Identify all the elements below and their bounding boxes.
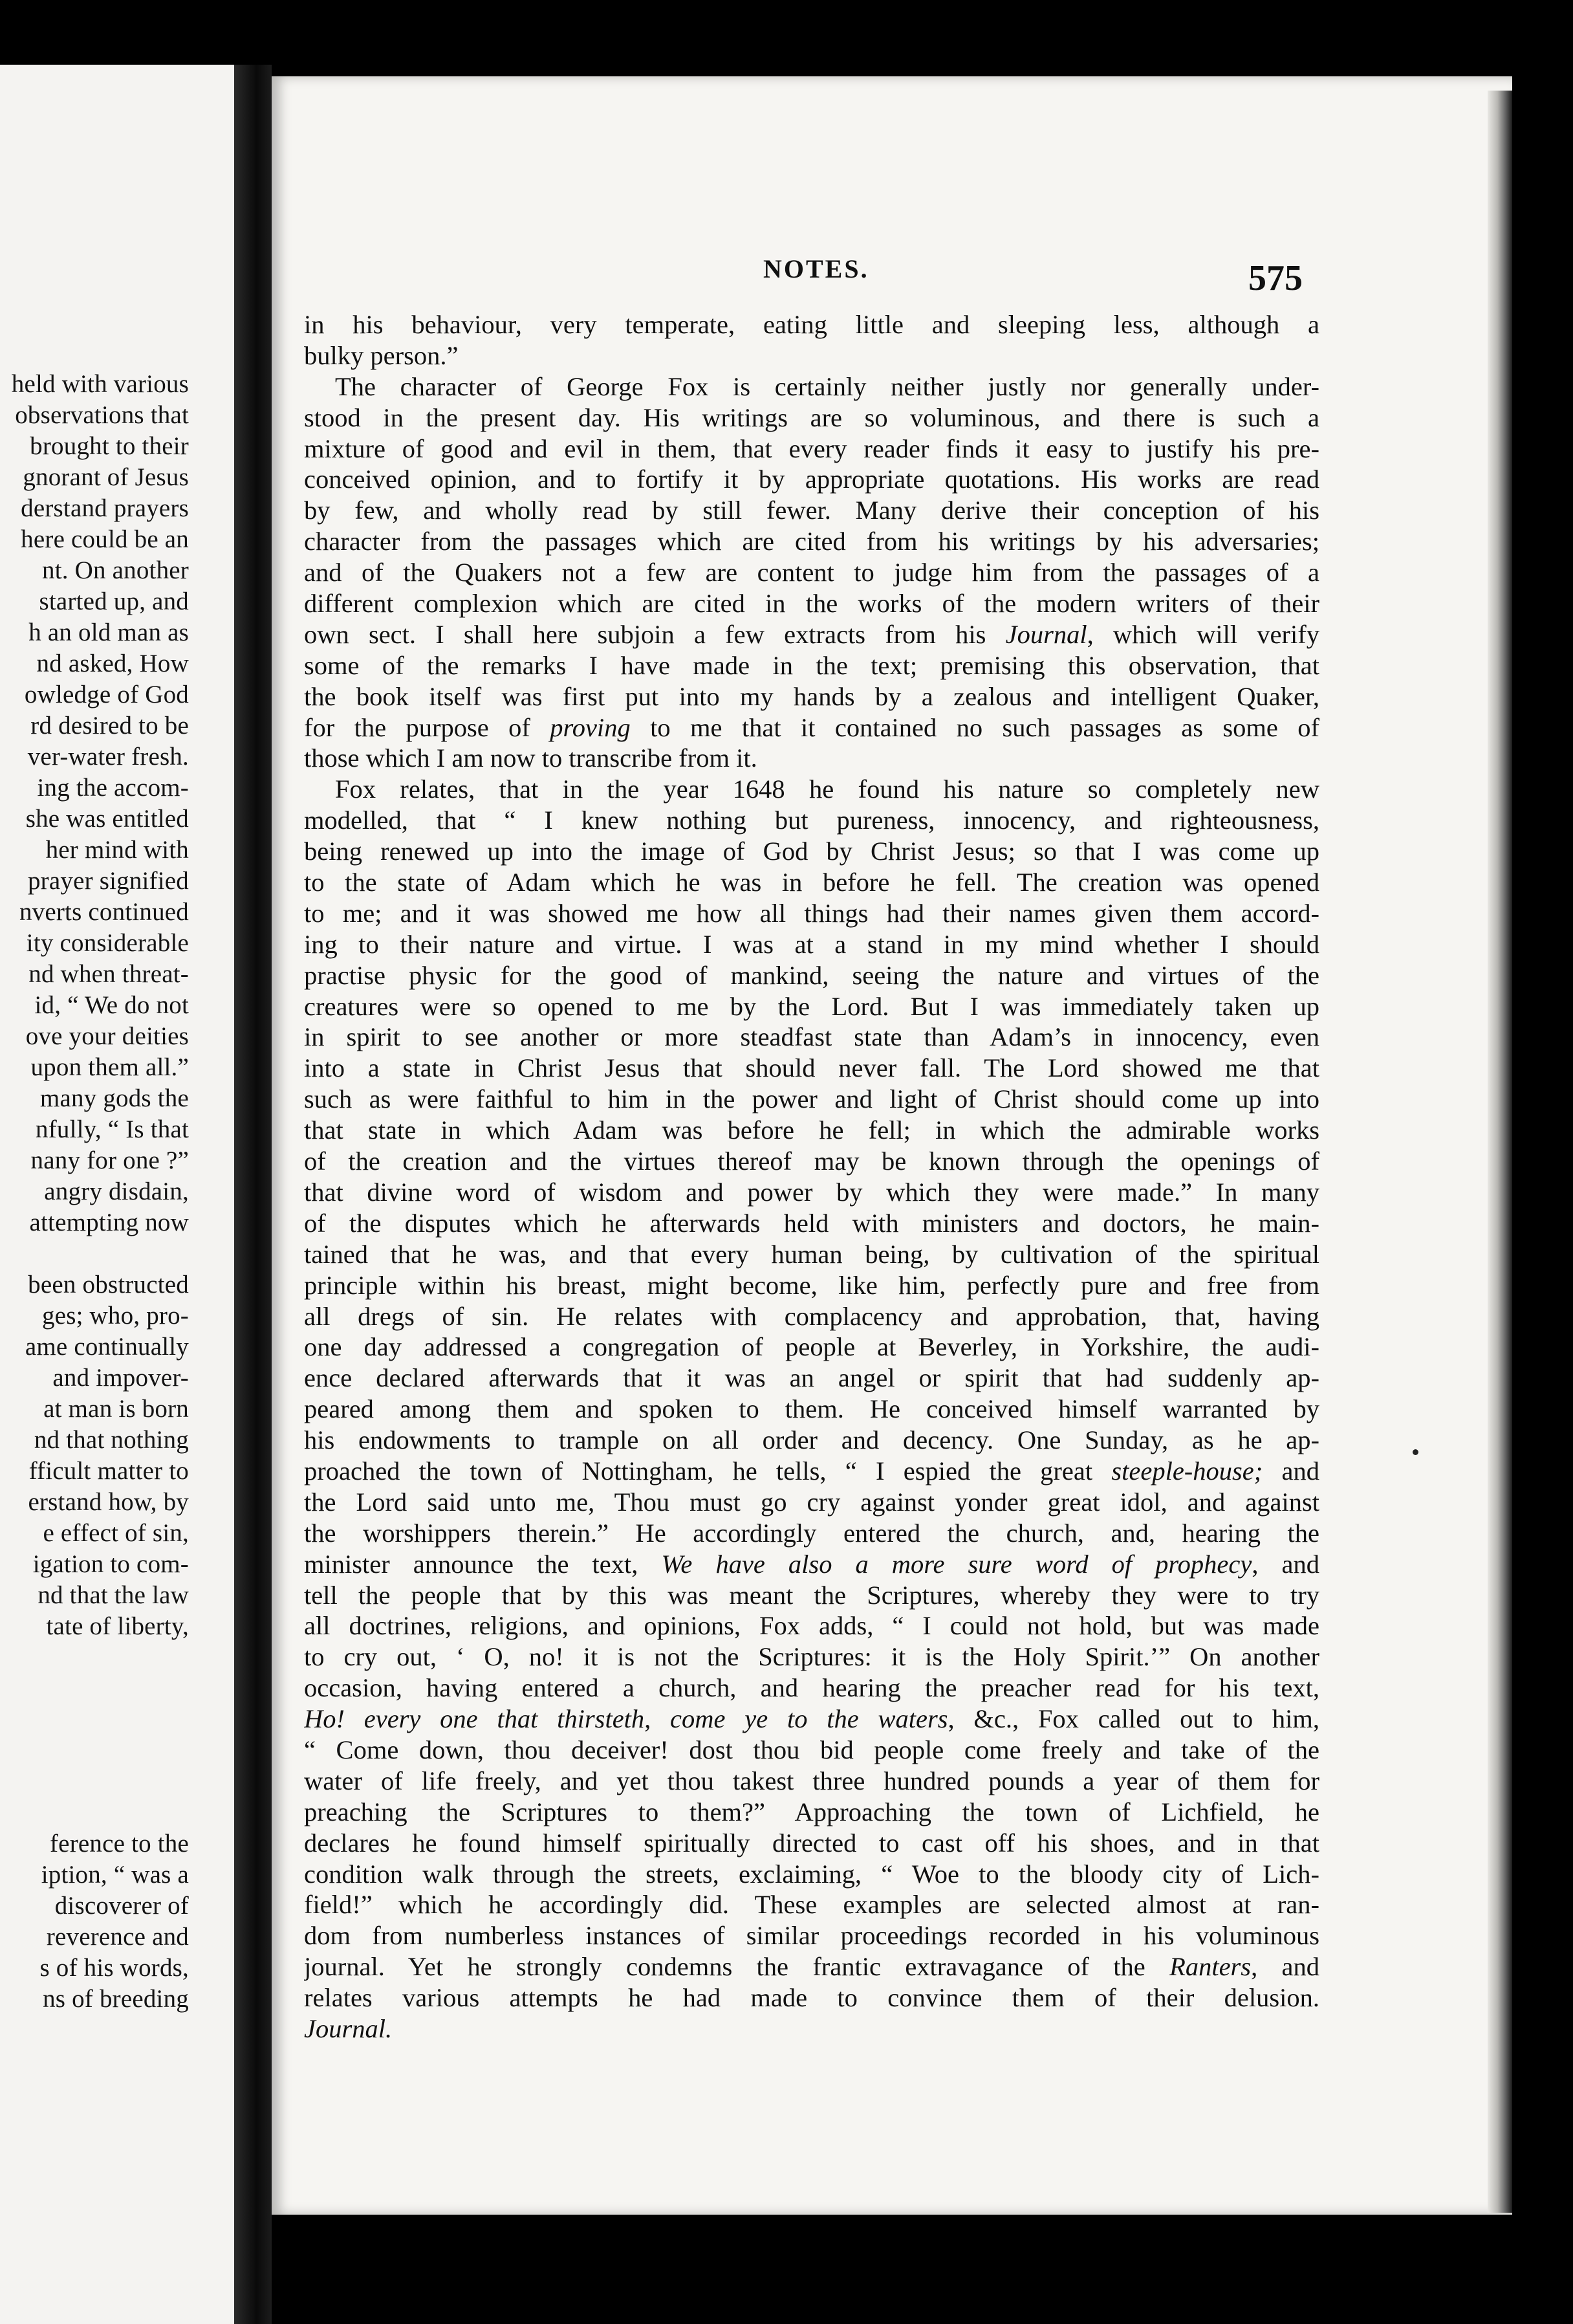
text-line: to me; and it was showed me how all things had their names given them accord- [304,898,1319,928]
text-line: modelled, that “ I knew nothing but pureness, innocency, and righteousness, [304,806,1319,835]
text-run: minister announce the text, [304,1549,662,1579]
left-page-line: nd when threat- [28,960,189,988]
text-line: to cry out, ‘ O, no! it is not the Scriptures: it is the Holy Spirit.’” On another [304,1642,1319,1672]
left-page-line [0,1766,189,1797]
left-page-line: many gods the [39,1084,189,1112]
left-page-line: nfully, “ Is that [36,1115,189,1143]
left-page-line [0,1797,189,1828]
left-page-line: owledge of God [24,681,189,708]
text-line: the Lord said unto me, Thou must go cry against yonder great idol, and against [304,1487,1319,1517]
left-page-line: ference to the [50,1830,189,1858]
text-run: to me that it contained no such passages as some of [630,712,1319,742]
text-run: , and [1252,1549,1319,1579]
left-page-line: e effect of sin, [43,1519,189,1547]
text-line: condition walk through the streets, exclaiming, “ Woe to the bloody city of Lich- [304,1859,1319,1889]
left-page-line: at man is born [43,1395,189,1423]
text-run: and [1263,1456,1319,1485]
text-run: proached the town of Nottingham, he tells, “ I espied the great [304,1456,1112,1485]
left-page-line: attempting now [29,1209,189,1236]
text-line: preaching the Scriptures to them?” Approaching the town of Lichfield, he [304,1797,1319,1826]
left-page-line: nverts continued [19,898,189,926]
book-gutter [234,65,272,2324]
left-page-line: ges; who, pro- [41,1302,189,1330]
text-line: The character of George Fox is certainly neither justly nor generally under- [335,371,1319,401]
left-page-line: held with various [11,370,189,398]
left-page-line: erstand how, by [28,1488,189,1516]
text-line: different complexion which are cited in the works of the modern writers of their [304,589,1319,619]
page-number: 575 [1248,258,1303,298]
ink-speck [1413,1449,1418,1455]
left-page-line: reverence and [46,1923,189,1951]
text-line: character from the passages which are cited from his writings by his adversaries; [304,527,1319,556]
left-page-line: prayer signified [27,867,189,895]
left-page-line: upon them all.” [30,1053,189,1081]
left-page-line: ing the accom- [37,774,189,802]
text-line: bulky person.” [304,340,459,370]
italic-run: We have also a more sure word of prophecy [661,1549,1252,1579]
left-page-line [0,1673,189,1704]
left-page-line: observations that [15,401,189,429]
left-page-line: brought to their [30,432,189,460]
text-line: into a state in Christ Jesus that should never fall. The Lord showed me that [304,1053,1319,1083]
left-page-line: h an old man as [28,619,189,646]
text-line: Fox relates, that in the year 1648 he found his nature so completely new [335,774,1319,804]
italic-run: Journal. [304,2013,393,2043]
left-page-line: nt. On another [42,556,189,584]
text-run: , &c., Fox called out to him, [948,1704,1319,1734]
left-page-line: tate of liberty, [46,1612,189,1640]
left-page-line: ove your deities [25,1022,189,1050]
text-line: some of the remarks I have made in the text; premising this observation, that [304,650,1319,680]
left-page-line: derstand prayers [21,494,189,522]
text-line: the worshippers therein.” He accordingly entered the church, and, hearing the [304,1518,1319,1548]
text-line: peared among them and spoken to them. He conceived himself warranted by [304,1394,1319,1424]
left-page-line: ns of breeding [43,1985,189,2013]
left-page-line: ity considerable [26,929,189,957]
left-page-line: nd that nothing [34,1426,189,1454]
text-line: dom from numberless instances of similar proceedings recorded in his voluminous [304,1921,1319,1951]
text-line: ence declared afterwards that it was an angel or spirit that had suddenly ap- [304,1363,1319,1393]
text-line: and of the Quakers not a few are content to judge him from the passages of a [304,558,1319,587]
text-line: occasion, having entered a church, and hearing the preacher read for his text, [304,1673,1319,1703]
page-edge [1488,91,1512,2213]
left-page-line [0,1642,189,1673]
left-page-line: rd desired to be [30,712,189,740]
text-line: creatures were so opened to me by the Lord. But I was immediately taken up [304,991,1319,1021]
text-line: to the state of Adam which he was in before he fell. The creation was opened [304,868,1319,897]
left-page-line: she was entitled [25,805,189,833]
text-line: his endowments to trample on all order and decency. One Sunday, as he ap- [304,1425,1319,1455]
text-line: one day addressed a congregation of people at Beverley, in Yorkshire, the audi- [304,1332,1319,1362]
text-line: such as were faithful to him in the power and light of Christ should come up into [304,1084,1319,1114]
text-line: practise physic for the good of mankind, seeing the nature and virtues of the [304,960,1319,990]
text-run: , and [1251,1952,1319,1982]
left-page-line: angry disdain, [44,1178,189,1205]
left-page-line [0,1735,189,1766]
text-line [304,619,1319,650]
text-line: that divine word of wisdom and power by which they were made.” In many [304,1177,1319,1207]
text-line [304,2013,1319,2044]
text-line: the book itself was first put into my hands by a zealous and intelligent Quaker, [304,681,1319,711]
text-line: all doctrines, religions, and opinions, Fox adds, “ I could not hold, but was made [304,1611,1319,1641]
text-line: of the creation and the virtues thereof may be known through the openings of [304,1146,1319,1176]
text-line: declares he found himself spiritually directed to cast off his shoes, and in that [304,1828,1319,1858]
italic-run: steeple-house; [1111,1456,1263,1485]
text-line: stood in the present day. His writings are so voluminous, and there is such a [304,402,1319,432]
notes-body-text [304,309,1319,2044]
text-line: principle within his breast, might become, like him, perfectly pure and free from [304,1270,1319,1300]
text-line: field!” which he accordingly did. These examples are selected almost at ran- [304,1890,1319,1920]
text-line: being renewed up into the image of God by Christ Jesus; so that I was come up [304,837,1319,866]
left-page-line: her mind with [45,836,189,864]
text-line: by few, and wholly read by still fewer. Many derive their conception of his [304,496,1319,525]
italic-run: proving [550,712,631,742]
left-page-text [0,369,189,2015]
text-line [304,1456,1319,1487]
left-page-line: been obstructed [28,1271,189,1299]
text-run: own sect. I shall here subjoin a few extracts from his [304,619,1006,649]
text-line: in spirit to see another or more steadfast state than Adam’s in innocency, even [304,1022,1319,1052]
italic-run: Journal [1005,619,1087,649]
text-line: that state in which Adam was before he fell; in which the admirable works [304,1115,1319,1145]
left-page-line: here could be an [21,525,189,553]
text-run: , which will verify [1087,619,1319,649]
left-page-line: iption, “ was a [41,1861,189,1889]
left-page-line: ver-water fresh. [27,743,189,771]
text-run: journal. Yet he strongly condemns the frantic extravagance of the [304,1952,1170,1982]
italic-run: Ho! every one that thirsteth, come ye to the waters [304,1704,948,1734]
text-line: “ Come down, thou deceiver! dost thou bid people come freely and take of the [304,1735,1319,1764]
left-page-line [0,1238,189,1269]
text-line [304,1549,1319,1580]
text-line: water of life freely, and yet thou takest three hundred pounds a year of them for [304,1766,1319,1795]
left-facing-page [0,65,234,2324]
left-page-line: started up, and [39,587,189,615]
text-line: ing to their nature and virtue. I was at a stand in my mind whether I should [304,929,1319,959]
left-page-line: fficult matter to [28,1457,189,1485]
text-line: in his behaviour, very temperate, eating little and sleeping less, although a [304,310,1319,339]
text-line: relates various attempts he had made to convince them of their delusion. [304,1983,1319,2013]
text-line [304,712,1319,743]
text-line [304,1704,1319,1735]
left-page-line: nd asked, How [36,650,189,677]
text-line: tained that he was, and that every human being, by cultivation of the spiritual [304,1239,1319,1269]
text-line: mixture of good and evil in them, that every reader finds it easy to justify his pre- [304,433,1319,463]
text-line: all dregs of sin. He relates with complacency and approbation, that, having [304,1301,1319,1331]
left-page-line: id, “ We do not [34,991,189,1019]
left-page-line: igation to com- [32,1550,189,1578]
left-page-line: ame continually [25,1333,189,1361]
text-line: tell the people that by this was meant the Scriptures, whereby they were to try [304,1580,1319,1610]
left-page-line: gnorant of Jesus [23,463,189,491]
left-page-line: discoverer of [54,1892,189,1920]
text-run: for the purpose of [304,712,550,742]
text-line: of the disputes which he afterwards held with ministers and doctors, he main- [304,1208,1319,1238]
running-head: NOTES. [763,254,869,283]
italic-run: Ranters [1169,1952,1252,1982]
left-page-line: nany for one ?” [30,1146,189,1174]
left-page-line [0,1704,189,1735]
text-line [304,1951,1319,1982]
left-page-line: and impover- [52,1364,189,1392]
left-page-line: s of his words, [39,1954,189,1982]
text-line: conceived opinion, and to fortify it by appropriate quotations. His works are read [304,465,1319,494]
text-line: those which I am now to transcribe from it. [304,743,757,773]
left-page-line: nd that the law [38,1581,189,1609]
